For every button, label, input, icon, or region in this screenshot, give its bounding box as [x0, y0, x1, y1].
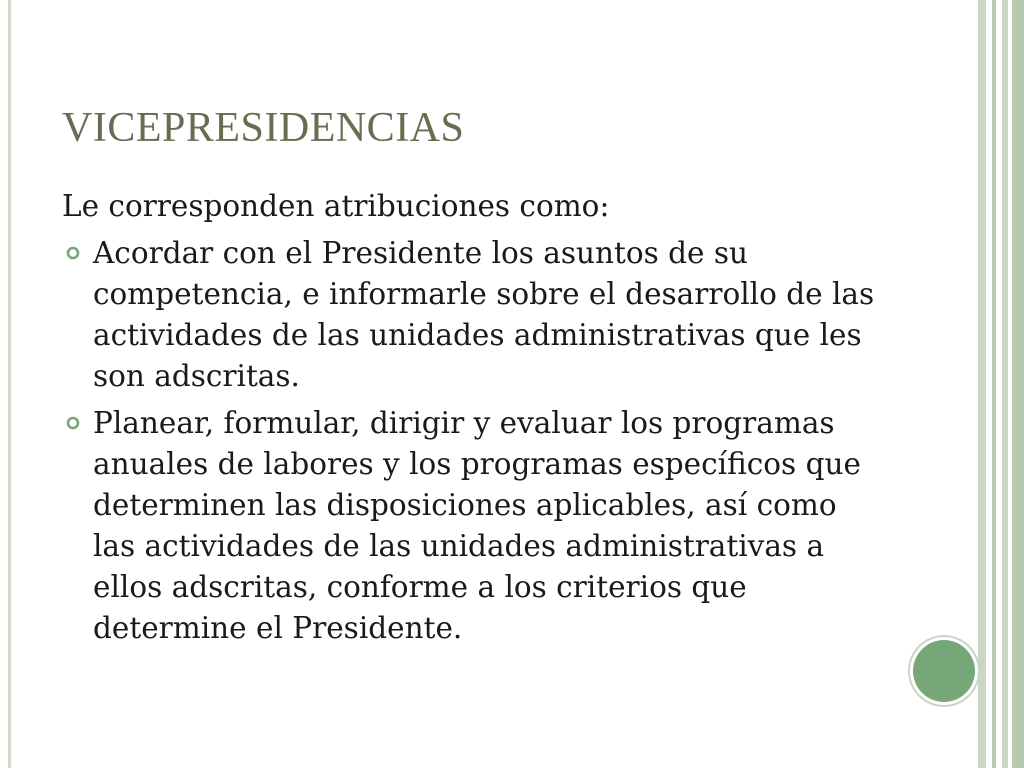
- slide-body: [62, 186, 882, 655]
- intro-text: Le corresponden atribuciones como:: [62, 189, 610, 223]
- left-border-rule: [8, 0, 11, 768]
- bullet-list: [62, 233, 882, 649]
- right-decorative-stripe: [978, 0, 986, 768]
- slide-title: VICEPRESIDENCIAS: [62, 105, 465, 151]
- bullet-text: Acordar con el Presidente los asuntos de su competencia, e informarle sobre el desarrollo de las actividades de las unidades administrativas que les son adscritas.: [93, 236, 875, 393]
- ring-bullet-icon: [66, 246, 80, 260]
- right-decorative-stripe: [1012, 0, 1024, 768]
- decorative-circle: [913, 640, 975, 702]
- bullet-item: [62, 233, 882, 397]
- bullet-item: [62, 403, 882, 649]
- bullet-text: Planear, formular, dirigir y evaluar los programas anuales de labores y los programas específicos que determinen las disposiciones aplicables, así como las actividades de las unidades administrativas a ellos adscritas, conforme a los criterios que determine el Presidente.: [93, 406, 861, 645]
- ring-bullet-icon: [66, 416, 80, 430]
